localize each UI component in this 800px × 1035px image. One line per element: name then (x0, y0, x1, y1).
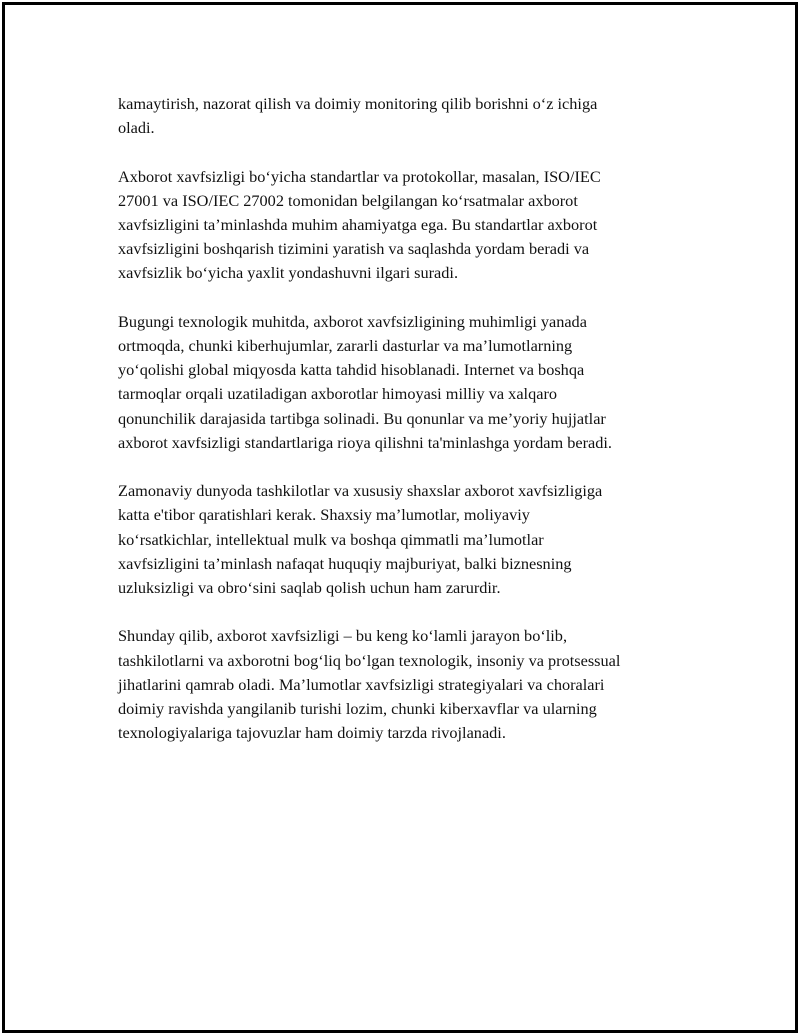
text-line: yo‘qolishi global miqyosda katta tahdid hisoblanadi. Internet va boshqa (118, 360, 585, 380)
text-line: oladi. (118, 118, 155, 138)
paragraph-2 (118, 165, 703, 286)
text-line: Shunday qilib, axborot xavfsizligi – bu keng ko‘lamli jarayon bo‘lib, (118, 626, 568, 646)
text-line: 27001 va ISO/IEC 27002 tomonidan belgilangan ko‘rsatmalar axborot (118, 190, 578, 210)
text-line: xavfsizlik bo‘yicha yaxlit yondashuvni ilgari suradi. (118, 263, 459, 283)
text-line: Bugungi texnologik muhitda, axborot xavfsizligining muhimligi yanada (118, 311, 587, 331)
text-line: qonunchilik darajasida tartibga solinadi. Bu qonunlar va me’yoriy hujjatlar (118, 408, 606, 428)
paragraph-3 (118, 310, 703, 455)
text-line: tarmoqlar orqali uzatiladigan axborotlar himoyasi milliy va xalqaro (118, 384, 558, 404)
document-body (118, 92, 703, 770)
text-line: uzluksizligi va obro‘sini saqlab qolish uchun ham zarurdir. (118, 578, 501, 598)
text-line: tashkilotlarni va axborotni bog‘liq bo‘lgan texnologik, insoniy va protsessual (118, 650, 621, 670)
text-line: axborot xavfsizligi standartlariga rioya qilishni ta'minlashga yordam beradi. (118, 432, 612, 452)
text-line: jihatlarini qamrab oladi. Ma’lumotlar xavfsizligi strategiyalari va choralari (118, 674, 605, 694)
text-line: xavfsizligini boshqarish tizimini yaratish va saqlashda yordam beradi va (118, 239, 590, 259)
text-line: texnologiyalariga tajovuzlar ham doimiy tarzda rivojlanadi. (118, 723, 506, 743)
paragraph-4 (118, 479, 703, 600)
text-line: kamaytirish, nazorat qilish va doimiy monitoring qilib borishni o‘z ichiga (118, 94, 598, 113)
text-line: Zamonaviy dunyoda tashkilotlar va xususiy shaxslar axborot xavfsizligiga (118, 481, 603, 501)
text-line: doimiy ravishda yangilanib turishi lozim, chunki kiberxavflar va ularning (118, 699, 597, 719)
text-line: ortmoqda, chunki kiberhujumlar, zararli dasturlar va ma’lumotlarning (118, 336, 573, 355)
text-line: ko‘rsatkichlar, intellektual mulk va boshqa qimmatli ma’lumotlar (118, 529, 544, 549)
paragraph-5 (118, 624, 703, 745)
text-line: katta e'tibor qaratishlari kerak. Shaxsiy ma’lumotlar, moliyaviy (118, 505, 530, 525)
text-line: xavfsizligini ta’minlash nafaqat huquqiy majburiyat, balki biznesning (118, 553, 572, 573)
text-line: xavfsizligini ta’minlashda muhim ahamiyatga ega. Bu standartlar axborot (118, 215, 598, 234)
text-line: Axborot xavfsizligi bo‘yicha standartlar va protokollar, masalan, ISO/IEC (118, 166, 601, 186)
paragraph-1 (118, 92, 703, 140)
